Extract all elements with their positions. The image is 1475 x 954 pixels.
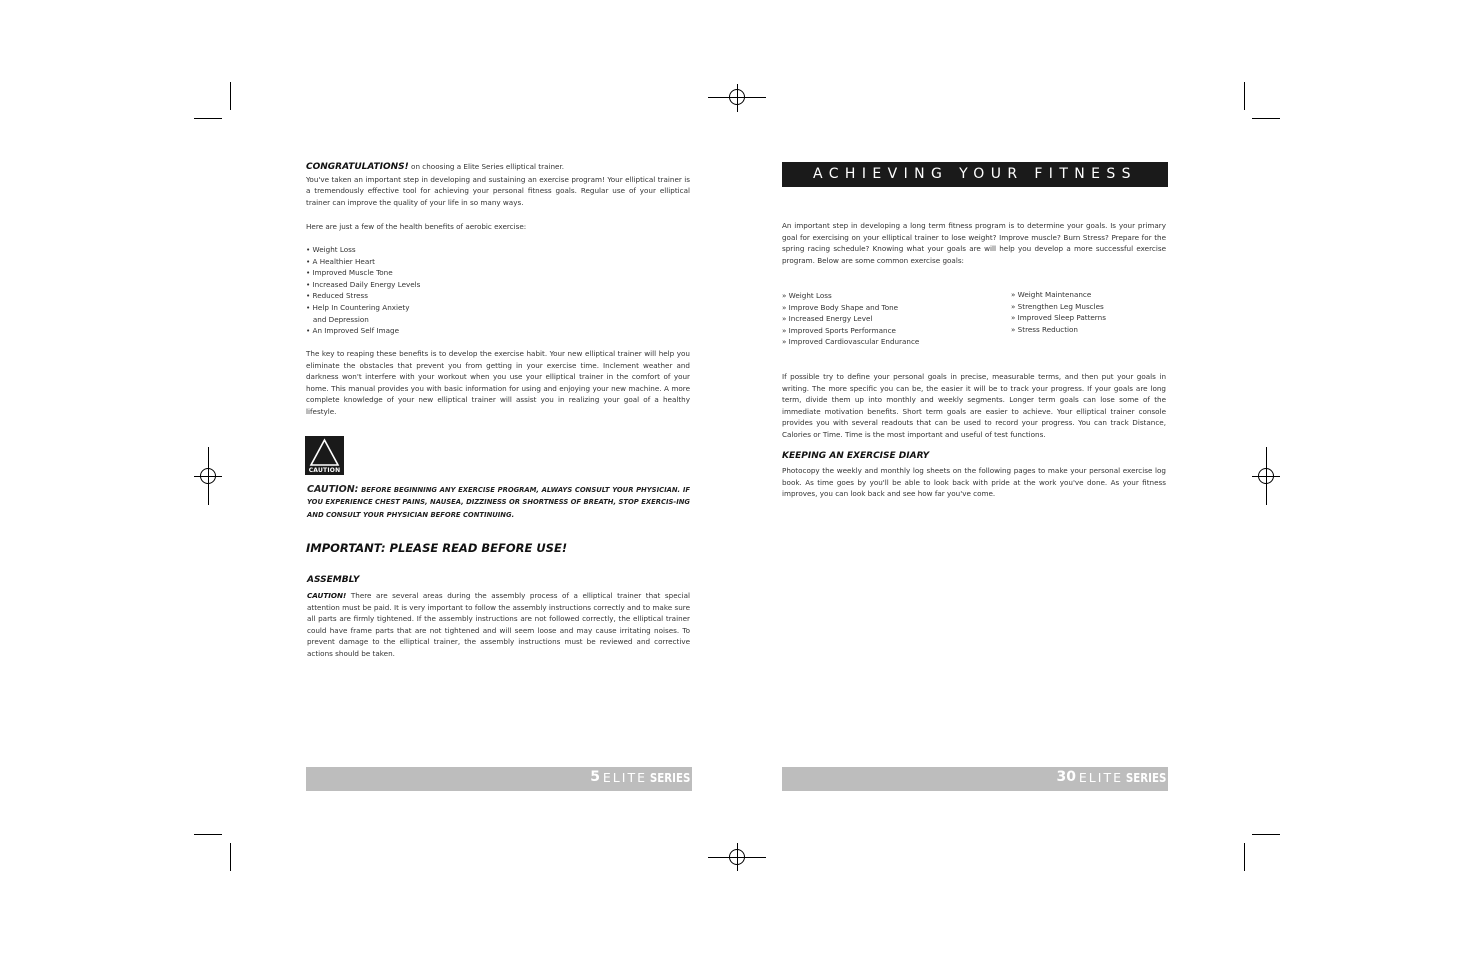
define-goals-paragraph: If possible try to define your personal goals in precise, measurable terms, and then put your goals in writing. The more specific you can be, the easier it will be to track your progress. If your goals are long term, divide them up into monthly and weekly segments. Longer term goals can lose some of the immediate motivation benefits. Short term goals are easier to achieve. Your elliptical trainer console provides you with several readouts that can be used to record your progress. You can track Distance, Calories or Time. Time is the most important and useful of test functions. (782, 372, 1166, 439)
key-paragraph: The key to reaping these benefits is to develop the exercise habit. Your new elliptical trainer will help you eliminate the obstacles that prevent you from getting in your exercise time. Inclement weather and darkness won't interfere with your workout when you use your elliptical trainer in the comfort of your home. This manual provides you with basic information for using and enjoying your new machine. A more complete knowledge of your new elliptical trainer will assist you in realizing your goal of a healthy lifestyle. (306, 349, 690, 416)
assembly-heading: ASSEMBLY (307, 575, 360, 585)
goals-list-right (1011, 289, 1166, 335)
assembly-body: There are several areas during the assembly process of a elliptical trainer that special attention must be paid. It is very important to follow the assembly instructions correctly and to make sure all parts are firmly tightened. If the assembly instructions are not followed correctly, the elliptical trainer could have frame parts that are not tightened and will seem loose and may cause irritating noises. To prevent damage to the elliptical trainer, the assembly instructions must be reviewed and corrective actions should be taken. (307, 591, 690, 658)
list-item: » Improved Cardiovascular Endurance (782, 337, 920, 347)
list-item: » Improved Sports Performance (782, 325, 896, 335)
list-item: • An Improved Self Image (306, 326, 399, 336)
caution-warning (307, 484, 690, 521)
caution-rest: IF YOU EXPERIENCE CHEST PAINS, NAUSEA, DIZZINESS OR SHORTNESS OF BREATH, STOP EXERCIS-ING AND CONSULT YOUR PHYSICIAN BEFORE CONTINUING. (307, 486, 690, 519)
crop-mark (194, 118, 222, 119)
crop-mark (1244, 843, 1245, 871)
crop-mark (1252, 118, 1280, 119)
caution-heading: CAUTION: (307, 484, 359, 495)
crop-mark (230, 843, 231, 871)
crop-mark (230, 82, 231, 110)
list-item: » Strengthen Leg Muscles (1011, 301, 1104, 311)
section-banner: ACHIEVING YOUR FITNESS GOALS (782, 162, 1168, 187)
footer-series: SERIES (1125, 770, 1166, 785)
crop-mark (194, 834, 222, 835)
list-item: • A Healthier Heart (306, 256, 375, 266)
assembly-caution-label: CAUTION! (307, 591, 347, 600)
list-item: • Help In Countering Anxiety (306, 302, 410, 312)
left-page-intro (306, 161, 690, 208)
list-item: » Improve Body Shape and Tone (782, 302, 899, 312)
goals-intro: An important step in developing a long term fitness program is to determine your goals. Is your primary goal for exercising on your elliptical trainer to lose weight? Improve muscle? Burn Stress? Prepare for the spring racing schedule? Knowing what your goals are will help you develop a more successful exercise program. Below are some common exercise goals: (782, 221, 1166, 265)
congratulations-heading: CONGRATULATIONS! (306, 162, 409, 172)
goals-list-left (782, 290, 1002, 348)
footer-series: SERIES (649, 770, 690, 785)
left-page-footer (306, 767, 692, 791)
list-item: • Improved Muscle Tone (306, 268, 393, 278)
list-item: • Reduced Stress (306, 291, 369, 301)
list-item: • Increased Daily Energy Levels (306, 279, 421, 289)
page-number: 30 (1056, 769, 1076, 785)
list-item: and Depression (306, 314, 369, 324)
list-item: » Improved Sleep Patterns (1011, 313, 1106, 323)
assembly-paragraph (307, 590, 690, 660)
intro-paragraph: You've taken an important step in developing and sustaining an exercise program! Your elliptical trainer is a tremendously effective tool for achieving your personal fitness goals. Regular use of your elliptical trainer can improve the quality of your life in so many ways. (306, 174, 690, 207)
right-page-footer (782, 767, 1168, 791)
diary-paragraph: Photocopy the weekly and monthly log sheets on the following pages to make your personal exercise log book. As time goes by you'll be able to look back with pride at the work you've done. As your fitness improves, you can look back and see how far you've come. (782, 466, 1166, 499)
congratulations-tail: on choosing a Elite Series elliptical trainer. (408, 162, 565, 171)
crop-mark (1252, 834, 1280, 835)
caution-icon (305, 436, 344, 475)
footer-elite: ELITE (602, 770, 647, 785)
benefits-list (306, 244, 606, 337)
caution-icon-label: CAUTION (308, 467, 341, 474)
list-item: » Stress Reduction (1011, 324, 1078, 334)
list-item: » Increased Energy Level (782, 314, 873, 324)
list-item: » Weight Maintenance (1011, 290, 1092, 299)
footer-elite: ELITE (1078, 770, 1123, 785)
list-item: • Weight Loss (306, 245, 356, 254)
crop-mark (1244, 82, 1245, 110)
caution-line: BEFORE BEGINNING ANY EXERCISE PROGRAM, ALWAYS CONSULT YOUR PHYSICIAN. (358, 486, 681, 494)
important-heading: IMPORTANT: PLEASE READ BEFORE USE! (306, 541, 568, 555)
page-number: 5 (590, 769, 600, 785)
list-item: » Weight Loss (782, 291, 832, 300)
diary-heading: KEEPING AN EXERCISE DIARY (782, 451, 930, 461)
benefits-intro: Here are just a few of the health benefits of aerobic exercise: (306, 222, 527, 231)
